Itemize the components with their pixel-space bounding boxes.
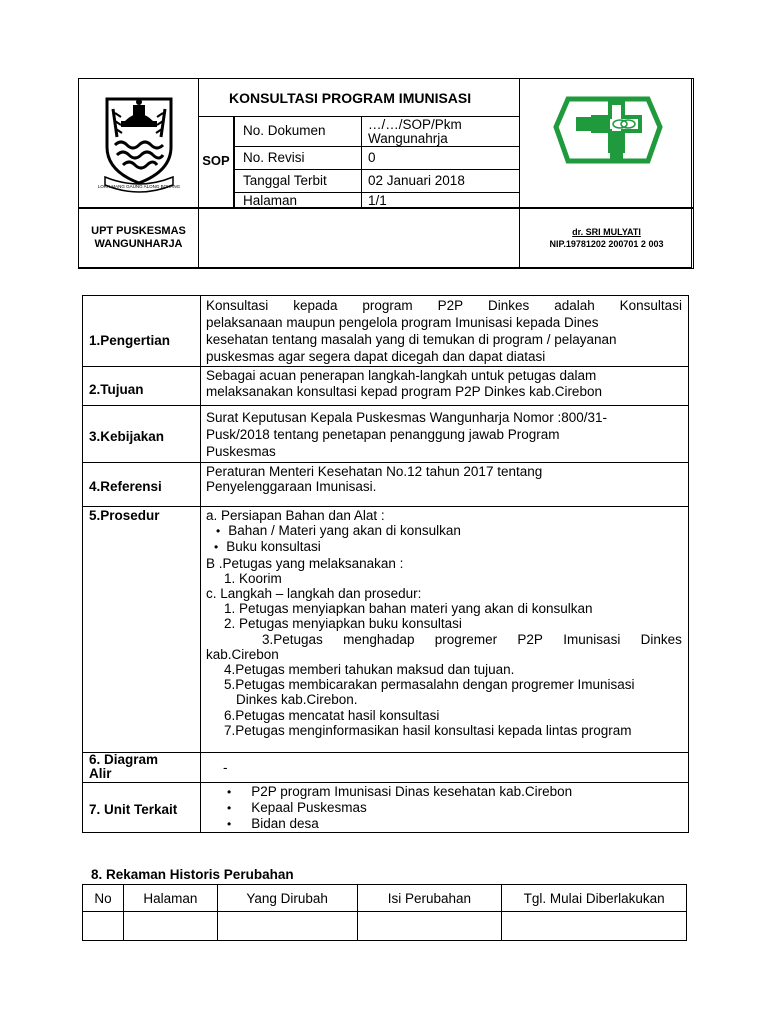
step-item: 3.Petugas menghadap progremer P2P Imunisasi Dinkes xyxy=(262,631,682,647)
text-line: Penyelenggaraan Imunisasi. xyxy=(206,479,377,494)
text-line: Konsultasi kepada program P2P Dinkes adalah Konsultasi xyxy=(206,298,682,313)
meta-key: No. Dokumen xyxy=(235,117,362,146)
header-blank-cell xyxy=(198,207,520,269)
text-line: melaksanakan konsultasi kepad program P2P Dinkes kab.Cirebon xyxy=(206,384,602,399)
meta-row-no-dokumen xyxy=(234,116,520,147)
table-cell xyxy=(123,912,217,941)
step-item: 4.Petugas memberi tahukan maksud dan tujuan. xyxy=(224,662,515,678)
meta-value: 0 xyxy=(368,150,376,165)
text-line: c. Langkah – langkah dan prosedur: xyxy=(206,586,422,602)
row-content xyxy=(201,783,688,832)
text-line: kesehatan tentang masalah yang di temukan di program / pelayanan xyxy=(206,332,617,347)
meta-row-tanggal-terbit xyxy=(234,169,520,193)
column-header: Yang Dirubah xyxy=(217,885,357,912)
table-cell xyxy=(83,912,124,941)
signer-name: dr. SRI MULYATI xyxy=(572,227,641,237)
table-cell xyxy=(502,912,687,941)
text-line: Sebagai acuan penerapan langkah-langkah untuk petugas dalam xyxy=(206,368,597,383)
text-line: B .Petugas yang melaksanakan : xyxy=(206,555,404,571)
row-prosedur xyxy=(83,507,688,753)
table-cell xyxy=(217,912,357,941)
org-line2: WANGUNHARJA xyxy=(94,238,183,250)
meta-value: 1/1 xyxy=(368,193,387,208)
step-item-cont: kab.Cirebon xyxy=(206,646,279,662)
document-title: KONSULTASI PROGRAM IMUNISASI xyxy=(198,78,520,117)
meta-key: No. Revisi xyxy=(235,147,362,169)
organization-name xyxy=(78,207,199,269)
row-content xyxy=(201,406,688,462)
column-header: No xyxy=(83,885,124,912)
regency-seal-logo xyxy=(79,79,200,210)
row-content xyxy=(201,463,688,506)
step-item: 1. Petugas menyiapkan bahan materi yang akan di konsulkan xyxy=(224,601,593,617)
org-line1: UPT PUSKESMAS xyxy=(91,225,186,237)
column-header: Isi Perubahan xyxy=(357,885,502,912)
row-content xyxy=(201,367,688,405)
row-unit-terkait xyxy=(83,783,688,832)
row-content xyxy=(201,296,688,366)
puskesmas-logo-cell xyxy=(519,78,694,209)
meta-value xyxy=(362,117,519,146)
meta-value-line1: …/…/SOP/Pkm xyxy=(368,117,462,132)
meta-key: Halaman xyxy=(235,193,362,208)
sop-header-table xyxy=(78,78,692,268)
text-line: Peraturan Menteri Kesehatan No.12 tahun 2017 tentang xyxy=(206,464,543,479)
text-line: Pusk/2018 tentang penetapan penanggung jawab Program xyxy=(206,427,560,442)
label-line2: Alir xyxy=(89,766,112,781)
meta-row-no-revisi xyxy=(234,146,520,170)
step-item: 5.Petugas membicarakan permasalahn dengan progremer Imunisasi xyxy=(224,677,635,693)
list-item: • Buku konsultasi xyxy=(206,539,682,555)
column-header: Halaman xyxy=(123,885,217,912)
sop-label: SOP xyxy=(198,116,234,209)
row-diagram xyxy=(83,753,688,783)
puskesmas-logo xyxy=(520,79,695,210)
seal-motto-text: LOKH MANG GAUNG ALONG BOHANG xyxy=(97,184,181,189)
row-tujuan xyxy=(83,367,688,406)
history-empty-row xyxy=(83,912,687,941)
text-line: pelaksanaan maupun pengelola program Imunisasi kepada Dines xyxy=(206,315,599,330)
step-item: 7.Petugas menginformasikan hasil konsultasi kepada lintas program xyxy=(224,722,632,738)
row-kebijakan xyxy=(83,406,688,463)
list-item: • P2P program Imunisasi Dinas kesehatan kab.Cirebon xyxy=(227,784,682,800)
list-item: • Bidan desa xyxy=(227,816,682,832)
row-label: 2.Tujuan xyxy=(83,367,201,405)
text-line: Puskesmas xyxy=(206,444,276,459)
meta-key: Tanggal Terbit xyxy=(235,170,362,192)
text-line: puskesmas agar segera dapat dicegah dan dapat diatasi xyxy=(206,349,546,364)
history-table xyxy=(82,884,687,941)
history-header-row xyxy=(83,885,687,912)
step-item: 6.Petugas mencatat hasil konsultasi xyxy=(224,707,440,723)
step-item: 2. Petugas menyiapkan buku konsultasi xyxy=(224,616,462,632)
row-label: 3.Kebijakan xyxy=(83,406,201,462)
row-content: - xyxy=(223,760,228,775)
meta-value-line2: Wangunahrja xyxy=(368,131,448,146)
signer-block xyxy=(519,207,694,269)
regency-logo-cell xyxy=(78,78,199,209)
row-label: 5.Prosedur xyxy=(83,507,201,752)
text-line: Surat Keputusan Kepala Puskesmas Wangunharja Nomor :800/31- xyxy=(206,410,607,425)
row-label: 4.Referensi xyxy=(83,463,201,506)
meta-value: 02 Januari 2018 xyxy=(368,173,465,188)
label-line1: 6. Diagram xyxy=(89,752,159,767)
sop-content-table xyxy=(82,295,689,833)
column-header: Tgl. Mulai Diberlakukan xyxy=(502,885,687,912)
row-label: 7. Unit Terkait xyxy=(83,783,201,832)
text-line: a. Persiapan Bahan dan Alat : xyxy=(206,508,385,523)
signer-nip: NIP.19781202 200701 2 003 xyxy=(549,239,664,249)
list-item: 1. Koorim xyxy=(224,570,282,586)
row-referensi xyxy=(83,463,688,507)
row-pengertian xyxy=(83,296,688,367)
history-title: 8. Rekaman Historis Perubahan xyxy=(91,867,294,882)
step-item-cont: Dinkes kab.Cirebon. xyxy=(236,692,358,708)
row-label xyxy=(83,753,201,782)
row-label: 1.Pengertian xyxy=(83,296,201,366)
list-item: • Bahan / Materi yang akan di konsulkan xyxy=(206,523,682,539)
row-content xyxy=(201,507,688,752)
list-item: • Kepaal Puskesmas xyxy=(227,800,682,816)
table-cell xyxy=(357,912,502,941)
